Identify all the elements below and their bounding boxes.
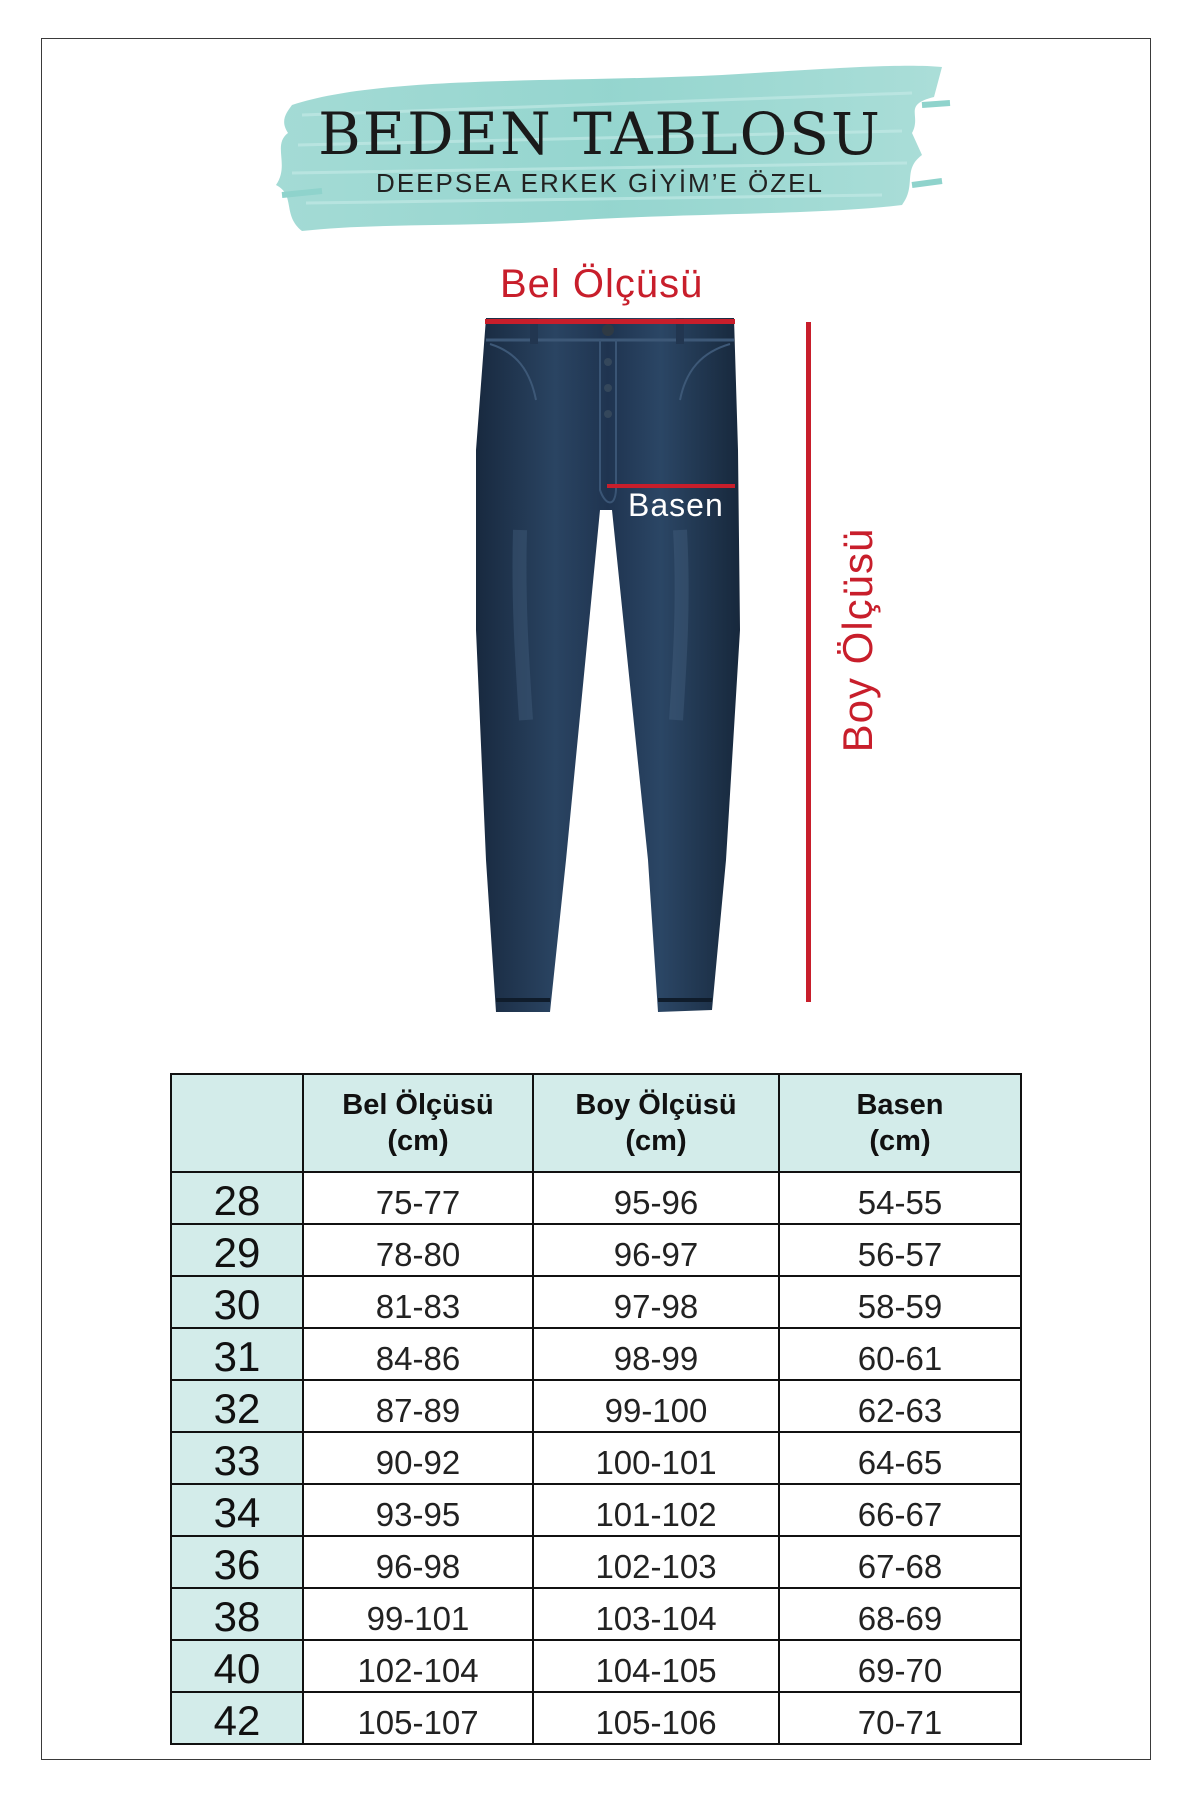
bel-cell: 96-98 <box>303 1536 533 1588</box>
header-bel-name: Bel Ölçüsü <box>342 1089 494 1121</box>
bel-cell: 75-77 <box>303 1172 533 1224</box>
size-cell: 28 <box>171 1172 303 1224</box>
size-cell: 30 <box>171 1276 303 1328</box>
bel-cell: 90-92 <box>303 1432 533 1484</box>
table-row <box>171 1484 1021 1536</box>
table-row <box>171 1536 1021 1588</box>
boy-measure-line <box>806 322 811 1002</box>
boy-cell: 96-97 <box>533 1224 779 1276</box>
jeans-illustration <box>440 300 750 1020</box>
basen-cell: 62-63 <box>779 1380 1021 1432</box>
size-cell: 42 <box>171 1692 303 1744</box>
boy-cell: 101-102 <box>533 1484 779 1536</box>
basen-cell: 68-69 <box>779 1588 1021 1640</box>
basen-measure-label: Basen <box>628 487 724 523</box>
basen-cell: 60-61 <box>779 1328 1021 1380</box>
basen-cell: 69-70 <box>779 1640 1021 1692</box>
table-row <box>171 1640 1021 1692</box>
header-boy-name: Boy Ölçüsü <box>575 1089 737 1121</box>
boy-cell: 99-100 <box>533 1380 779 1432</box>
size-cell: 33 <box>171 1432 303 1484</box>
size-cell: 38 <box>171 1588 303 1640</box>
header-basen-name: Basen <box>856 1089 944 1121</box>
table-row <box>171 1276 1021 1328</box>
table-header-row <box>171 1074 1021 1172</box>
basen-cell: 56-57 <box>779 1224 1021 1276</box>
boy-cell: 105-106 <box>533 1692 779 1744</box>
bel-cell: 78-80 <box>303 1224 533 1276</box>
header-corner-cell <box>171 1074 303 1172</box>
basen-cell: 66-67 <box>779 1484 1021 1536</box>
size-cell: 32 <box>171 1380 303 1432</box>
size-cell: 40 <box>171 1640 303 1692</box>
header-bel-unit: (cm) <box>387 1125 449 1157</box>
boy-measure-label: Boy Ölçüsü <box>834 527 881 753</box>
boy-cell: 103-104 <box>533 1588 779 1640</box>
basen-cell: 64-65 <box>779 1432 1021 1484</box>
header-bel <box>303 1074 533 1172</box>
size-cell: 36 <box>171 1536 303 1588</box>
table-row <box>171 1692 1021 1744</box>
boy-cell: 98-99 <box>533 1328 779 1380</box>
bel-measure-label: Bel Ölçüsü <box>500 262 704 306</box>
table-row <box>171 1224 1021 1276</box>
basen-cell: 58-59 <box>779 1276 1021 1328</box>
size-chart-table <box>170 1073 1022 1745</box>
header-basen <box>779 1074 1021 1172</box>
bel-cell: 99-101 <box>303 1588 533 1640</box>
size-cell: 31 <box>171 1328 303 1380</box>
header-basen-unit: (cm) <box>869 1125 931 1157</box>
bel-cell: 84-86 <box>303 1328 533 1380</box>
boy-cell: 104-105 <box>533 1640 779 1692</box>
bel-cell: 93-95 <box>303 1484 533 1536</box>
basen-cell: 67-68 <box>779 1536 1021 1588</box>
basen-cell: 54-55 <box>779 1172 1021 1224</box>
header-boy <box>533 1074 779 1172</box>
bel-cell: 87-89 <box>303 1380 533 1432</box>
table-row <box>171 1432 1021 1484</box>
bel-cell: 81-83 <box>303 1276 533 1328</box>
page-subtitle: DEEPSEA ERKEK GİYİM’E ÖZEL <box>376 168 824 198</box>
size-cell: 34 <box>171 1484 303 1536</box>
boy-cell: 100-101 <box>533 1432 779 1484</box>
boy-cell: 102-103 <box>533 1536 779 1588</box>
table-row <box>171 1380 1021 1432</box>
bel-measure-line <box>485 319 735 324</box>
boy-cell: 97-98 <box>533 1276 779 1328</box>
page-title: BEDEN TABLOSU <box>318 100 882 168</box>
bel-cell: 105-107 <box>303 1692 533 1744</box>
basen-cell: 70-71 <box>779 1692 1021 1744</box>
bel-cell: 102-104 <box>303 1640 533 1692</box>
table-row <box>171 1172 1021 1224</box>
table-row <box>171 1588 1021 1640</box>
size-cell: 29 <box>171 1224 303 1276</box>
header-boy-unit: (cm) <box>625 1125 687 1157</box>
boy-cell: 95-96 <box>533 1172 779 1224</box>
table-row <box>171 1328 1021 1380</box>
